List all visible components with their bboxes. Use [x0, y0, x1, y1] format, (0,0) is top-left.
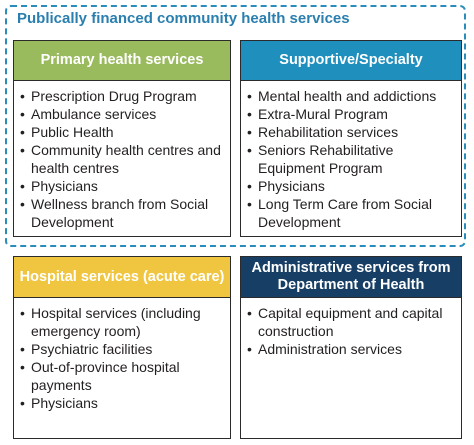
list-item: • Psychiatric facilities	[20, 340, 226, 358]
list-item: • Hospital services (including emergency room)	[20, 304, 226, 340]
list-item: • Extra-Mural Program	[247, 105, 457, 123]
service-list	[241, 81, 461, 231]
administrative-services-box	[240, 256, 462, 439]
list-item: • Physicians	[20, 177, 226, 195]
list-item: • Ambulance services	[20, 105, 226, 123]
hospital-services-box	[13, 256, 231, 439]
box-title: Hospital services (acute care)	[14, 257, 230, 298]
list-item: • Community health centres and health centres	[20, 141, 226, 177]
box-title: Supportive/Specialty	[241, 41, 461, 81]
list-item: • Seniors Rehabilitative Equipment Program	[247, 141, 457, 177]
list-item: • Out-of-province hospital payments	[20, 358, 226, 394]
service-list	[241, 298, 461, 358]
list-item: • Rehabilitation services	[247, 123, 457, 141]
list-item: • Physicians	[247, 177, 457, 195]
group-title: Publically financed community health services	[17, 10, 350, 27]
box-title: Primary health services	[14, 41, 230, 81]
list-item: • Prescription Drug Program	[20, 87, 226, 105]
supportive-specialty-box	[240, 40, 462, 237]
list-item: • Capital equipment and capital construction	[247, 304, 457, 340]
list-item: • Public Health	[20, 123, 226, 141]
list-item: • Administration services	[247, 340, 457, 358]
service-list	[14, 81, 230, 231]
list-item: • Mental health and addictions	[247, 87, 457, 105]
primary-health-services-box	[13, 40, 231, 237]
service-list	[14, 298, 230, 412]
list-item: • Physicians	[20, 394, 226, 412]
list-item: • Wellness branch from Social Development	[20, 195, 226, 231]
list-item: • Long Term Care from Social Development	[247, 195, 457, 231]
box-title: Administrative services from Department of Health	[241, 257, 461, 298]
